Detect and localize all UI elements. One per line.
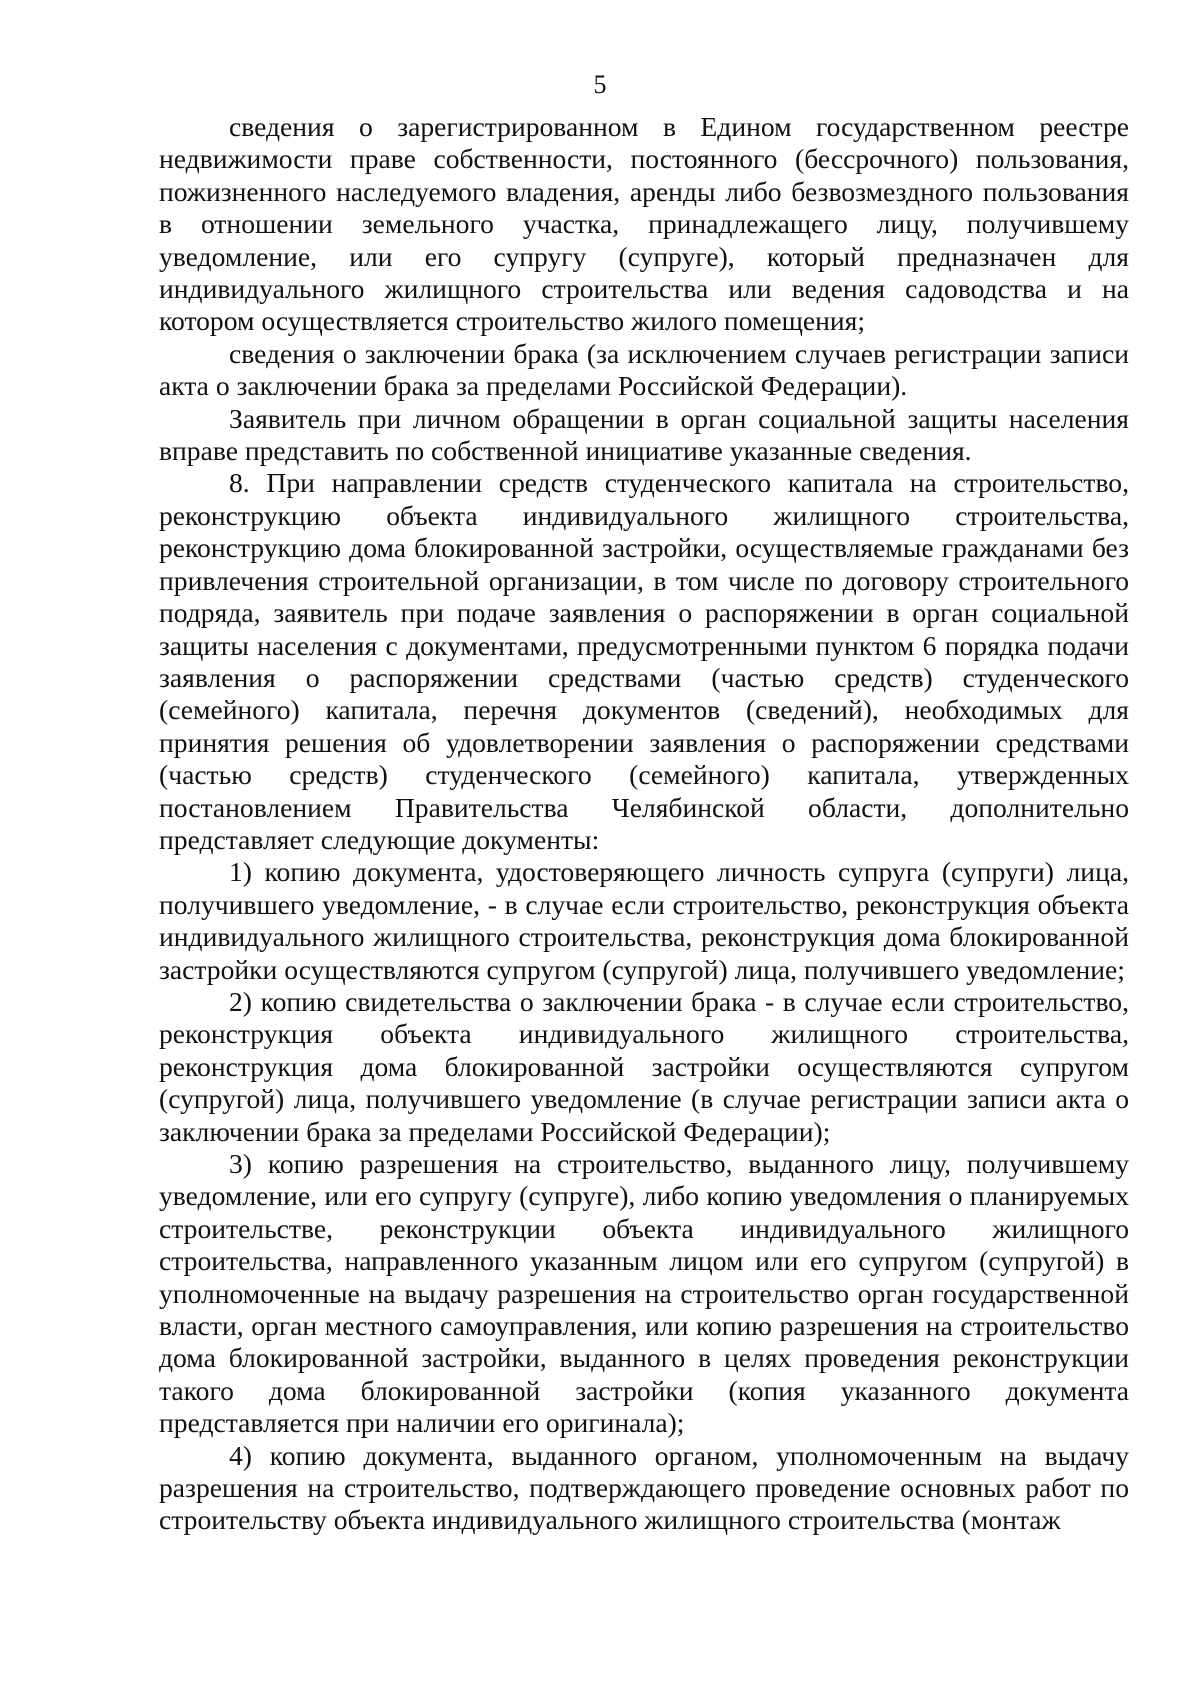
paragraph-subitem-4: 4) копию документа, выданного органом, уполномоченным на выдачу разрешения на строительство, подтверждающего проведение основных работ по строительству объекта индивидуального жилищного строительства (монтаж bbox=[159, 1439, 1129, 1536]
paragraph-marriage-info: сведения о заключении брака (за исключением случаев регистрации записи акта о заключении брака за пределами Российской Федерации). bbox=[159, 337, 1129, 402]
document-body bbox=[159, 111, 1129, 1537]
page-number: 5 bbox=[593, 70, 607, 99]
paragraph-egrn-info: сведения о зарегистрированном в Едином государственном реестре недвижимости праве собственности, постоянного (бессрочного) пользования, пожизненного наследуемого владения, аренды либо безвозмездного пользования в отношении земельного участка, принадлежащего лицу, получившему уведомление, или его супругу (супруге), который предназначен для индивидуального жилищного строительства или ведения садоводства и на котором осуществляется строительство жилого помещения; bbox=[159, 111, 1129, 337]
paragraph-subitem-1: 1) копию документа, удостоверяющего личность супруга (супруги) лица, получившего уведомление, - в случае если строительство, реконструкция объекта индивидуального жилищного строительства, реконструкция дома блокированной застройки осуществляются супругом (супругой) лица, получившего уведомление; bbox=[159, 856, 1129, 985]
paragraph-subitem-2: 2) копию свидетельства о заключении брака - в случае если строительство, реконструкция объекта индивидуального жилищного строительства, реконструкция дома блокированной застройки осуществляются супругом (супругой) лица, получившего уведомление (в случае регистрации записи акта о заключении брака за пределами Российской Федерации); bbox=[159, 985, 1129, 1147]
paragraph-applicant-right: Заявитель при личном обращении в орган социальной защиты населения вправе представить по собственной инициативе указанные сведения. bbox=[159, 402, 1129, 467]
paragraph-subitem-3: 3) копию разрешения на строительство, выданного лицу, получившему уведомление, или его супругу (супруге), либо копию уведомления о планируемых строительстве, реконструкции объекта индивидуального жилищного строительства, направленного указанным лицом или его супругом (супругой) в уполномоченные на выдачу разрешения на строительство орган государственной власти, орган местного самоуправления, или копию разрешения на строительство дома блокированной застройки, выданного в целях проведения реконструкции такого дома блокированной застройки (копия указанного документа представляется при наличии его оригинала); bbox=[159, 1148, 1129, 1439]
paragraph-item-8: 8. При направлении средств студенческого капитала на строительство, реконструкцию объекта индивидуального жилищного строительства, реконструкцию дома блокированной застройки, осуществляемые гражданами без привлечения строительной организации, в том числе по договору строительного подряда, заявитель при подаче заявления о распоряжении в орган социальной защиты населения с документами, предусмотренными пунктом 6 порядка подачи заявления о распоряжении средствами (частью средств) студенческого (семейного) капитала, перечня документов (сведений), необходимых для принятия решения об удовлетворении заявления о распоряжении средствами (частью средств) студенческого (семейного) капитала, утвержденных постановлением Правительства Челябинской области, дополнительно представляет следующие документы: bbox=[159, 467, 1129, 855]
